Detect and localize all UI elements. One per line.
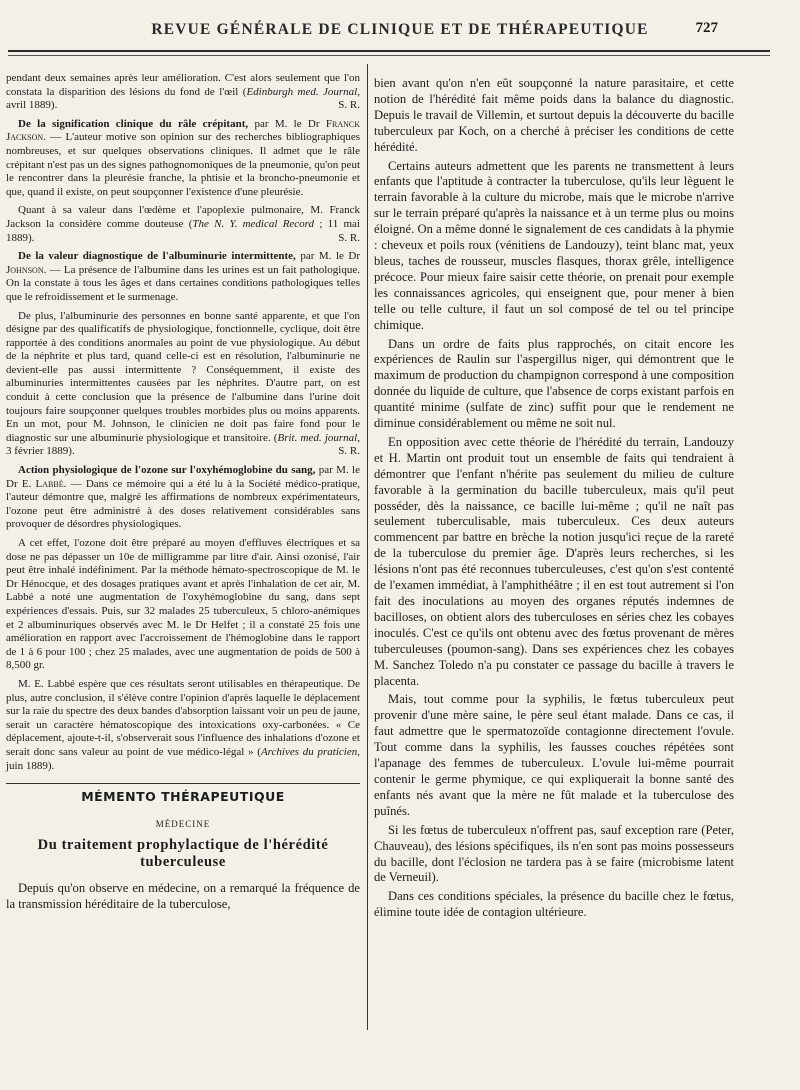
article-albuminurie [6, 250, 360, 459]
citation-date: , 3 février 1889). [6, 431, 360, 458]
article-fragment [6, 72, 360, 113]
author-name: Johnson [6, 263, 44, 276]
article-paragraph [6, 204, 360, 245]
section-label: MÉDECINE [155, 818, 211, 829]
article-text: Quant à sa valeur dans l'œdème et l'apoplexie pulmonaire, M. Franck Jackson la considère comme douteuse ( [6, 204, 360, 230]
article-text: De plus, l'albuminurie des personnes en bonne santé apparente, et que l'on désigne par des qualificatifs de physiologique, fonctionnelle, cyclique, doit être rapportée à des conditions anormales au point de vue physiologique. Au début de la néphrite et plus tard, quand celle-ci est en résolution, l'albuminurie ne devient-elle pas aussi intermittente ? Conséquemment, il existe des albuminuries intermittentes causées par les néphrites. D'autre part, on est conduit à cette conclusion que la présence de l'albumine dans l'urine doit toujours faire soupçonner quelques troubles morbides plus ou moins apparents. En un mot, pour M. Johnson, le clinicien ne doit pas faire fond pour le diagnostic sur une albuminurie physiologique et transitoire. ( [6, 309, 360, 444]
article-paragraph: A cet effet, l'ozone doit être préparé au moyen d'effluves électriques et sa dose ne pas dépasser un 10e de milligramme par litre d'air. Ainsi ozonisé, l'air peut être inhalé indéfiniment. Par la méthode hémato-spectroscopique de M. le Dr Hénocque, et des dosages pratiques avant et après l'inhalation de cet air, M. Labbé a noté une augmentation de l'oxyhémoglobine du sang, dans sept expériences d'essais. Puis, sur 32 malades 25 tuberculeux, 5 chloro-anémiques et 2 albuminuriques observés avec M. le Dr Helfet ; il a constaté 25 fois une amélioration en rapport avec l'accroissement de l'hémoglobine dans le rapport de 1 à 6 pour 100 ; chez 25 malades, avec une augmentation de poids de 500 à 8,500 gr. [6, 537, 360, 672]
body-paragraph: Dans un ordre de faits plus rapprochés, on citait encore les expériences de Raulin sur l'aspergillus niger, qui démontrent que le maximum de production du champignon correspond à une composition donnée du liquide de culture, que l'absence de corps existant parfois en quantité minime (sulfate de zinc) suffit pour que le rendement ne diminue considérablement ou même ne soit nul. [374, 336, 734, 431]
article-title: Action physiologique de l'ozone sur l'oxyhémoglobine du sang, [18, 464, 316, 477]
left-column [6, 72, 360, 913]
body-paragraph: Certains auteurs admettent que les parents ne transmettent à leurs enfants que l'aptitude à contracter la tuberculose, qu'ils leur lèguent le terrain favorable à la culture du microbe, mais que le microbe n'arrive sur le terrain préparé qu'après la naissance et à un terme plus ou moins éloigné. On a même donné le signalement de ces candidats à la phymie : cheveux et poils roux (vénitiens de Landouzy), teint blanc mat, yeux bleus, taches de rousseur, muscles flasques, thorax grêle, intelligence précoce. Pour mieux faire saisir cette théorie, on prenait pour exemple les connaissances agricoles, qui enseignent que, pour mener à bien telle ou telle culture, il faut un sol composé de tel ou tel principe chimique. [374, 158, 734, 332]
article-paragraph [6, 678, 360, 773]
body-paragraph: Mais, tout comme pour la syphilis, le fœtus tuberculeux peut provenir d'une mère saine, le père seul étant malade. Dans ce cas, il faut admettre que le spermatozoïde contagionne directement l'ovule. Tout comme dans la syphilis, les fausses couches répétées sont l'apanage des femmes de tuberculeux. L'ovule lui-même pourrait contenir le germe phymique, ce qui expliquerait la bonne santé des enfants nés avant que la mère ne fût malade et la tuberculose des puînés. [374, 692, 734, 818]
memento-paragraph: Depuis qu'on observe en médecine, on a remarqué la fréquence de la transmission héréditaire de la tuberculose, [6, 881, 360, 912]
author-initials: S. R. [338, 231, 360, 244]
article-paragraph [6, 310, 360, 460]
citation-date: , avril 1889). [6, 85, 360, 112]
citation-date: , juin 1889). [6, 745, 360, 772]
article-paragraph [6, 464, 360, 532]
article-ozone [6, 464, 360, 773]
article-text: . — L'auteur motive son opinion sur des recherches bibliographiques nombreuses, et sur quelques observations cliniques. Il admet que le râle crépitant n'est pas un des signes pathognomoniques de la pneumonie, qu'on peut le rencontrer dans la pleurésie franche, la phtisie et la broncho-pneumonie et que, quand il existe, on peut soupçonner l'existence d'une pleurésie. [6, 131, 360, 198]
author-initials: S. R. [338, 445, 360, 458]
article-text: M. E. Labbé espère que ces résultats seront utilisables en thérapeutique. De plus, autre conclusion, il s'élève contre l'opinion d'après laquelle le déplacement sur la raie du spectre des deux bandes d'absorption laissant voir un peu de jaune, serait un caractère hématoscopique des intoxications oxy-carbonées. « Ce déplacement, ajoute-t-il, s'observerait sous l'influence des inhalations d'ozone et serait donc sans valeur au point de vue médico-légal » ( [6, 677, 360, 758]
memento-article-title: Du traitement prophylactique de l'hérédité tuberculeuse [37, 837, 329, 871]
article-paragraph [6, 118, 360, 200]
page-number: 727 [695, 20, 718, 36]
byline: par M. le Dr [295, 250, 361, 263]
article-title: De la valeur diagnostique de l'albuminurie intermittente, [18, 250, 296, 263]
citation-date: ; 11 mai 1889). [6, 217, 360, 244]
source-citation: Archives du praticien [260, 745, 358, 758]
author-initials: S. R. [338, 99, 360, 112]
column-divider [367, 64, 368, 1030]
byline: par M. le Dr [248, 117, 326, 130]
journal-title: REVUE GÉNÉRALE DE CLINIQUE ET DE THÉRAPEUTIQUE [151, 21, 649, 38]
source-citation: Brit. med. journal [277, 431, 358, 444]
header-rule [8, 50, 770, 52]
body-paragraph: Si les fœtus de tuberculeux n'offrent pas, sauf exception rare (Peter, Chauveau), des lésions spécifiques, ils n'en sont pas moins possesseurs du bacille, dont l'éclosion ne tardera pas à se faire (microbisme latent de Verneuil). [374, 822, 734, 885]
running-head [30, 18, 770, 42]
article-text: . — La présence de l'albumine dans les urines est un fait pathologique. On la constate à tous les âges et dans certaines conditions pathologiques telles que le refroidissement et le surmenage. [6, 263, 360, 303]
article-title: De la signification clinique du râle crépitant, [18, 117, 249, 130]
header-rule-thin [8, 55, 770, 56]
article-paragraph [6, 250, 360, 304]
article-text: pendant deux semaines après leur amélioration. C'est alors seulement que l'on constata la disparition des lésions du fond de l'œil ( [6, 72, 360, 98]
article-rale-crepitant [6, 118, 360, 245]
body-paragraph: Dans ces conditions spéciales, la présence du bacille chez le fœtus, élimine toute idée de contagion ultérieure. [374, 889, 734, 920]
byline: par M. le Dr [6, 464, 361, 490]
section-rule [6, 783, 360, 784]
author-name: E. Labbé [21, 477, 64, 490]
source-citation: The N. Y. medical Record [192, 217, 315, 230]
source-citation: Edinburgh med. Journal [246, 85, 358, 98]
author-name: Franck Jackson [6, 117, 360, 144]
body-paragraph: En opposition avec cette théorie de l'hérédité du terrain, Landouzy et H. Martin ont produit tout un ensemble de faits qui tendraient à démontrer que l'enfant n'hérite pas seulement du milieu de culture favorable à la germination du bacille tuberculeux, mais qu'il peut posséder, dès la naissance, ce bacille lui-même ; qu'il ne naît pas seulement tuberculisable, mais tuberculeux. Ces deux auteurs commencent par battre en brèche la notion jusqu'ici reçue de la rareté de la tuberculose du premier âge. D'après leurs recherches, si les lésions n'ont pas été reconnues tuberculeuses, c'est qu'on s'est contenté de l'examen immédiat, à l'amphithéâtre ; il en est tout autrement si l'on fait des inoculations au moyen des organes réputés indemnes de bacilloses, on obtient alors des tuberculoses en séries chez les cobayes inoculés. C'est ce qu'ils ont obtenu avec des fœtus provenant de mères tuberculeuses (poumon-sang). Dans ses expériences chez les cobayes M. Sanchez Toledo n'a pu constater ce passage du bacille à travers le placenta. [374, 434, 734, 688]
article-text: . — Dans ce mémoire qui a été lu à la Société médico-pratique, l'auteur démontre que, malgré les affirmations de nombreux expérimentateurs, l'ozone peut être administré à des doses relativement considérables sans provoquer de désordres physiologiques. [6, 477, 360, 531]
right-column [374, 76, 734, 924]
memento-heading: MÉMENTO THÉRAPEUTIQUE [81, 789, 285, 805]
body-paragraph: bien avant qu'on n'en eût soupçonné la nature parasitaire, et cette notion de l'hérédité fait même poids dans la balance du diagnostic. Depuis le travail de Villemin, et surtout depuis la découverte du bacille tuberculeux par Koch, on a cherché à préciser les conditions de cette hérédité. [374, 76, 734, 154]
